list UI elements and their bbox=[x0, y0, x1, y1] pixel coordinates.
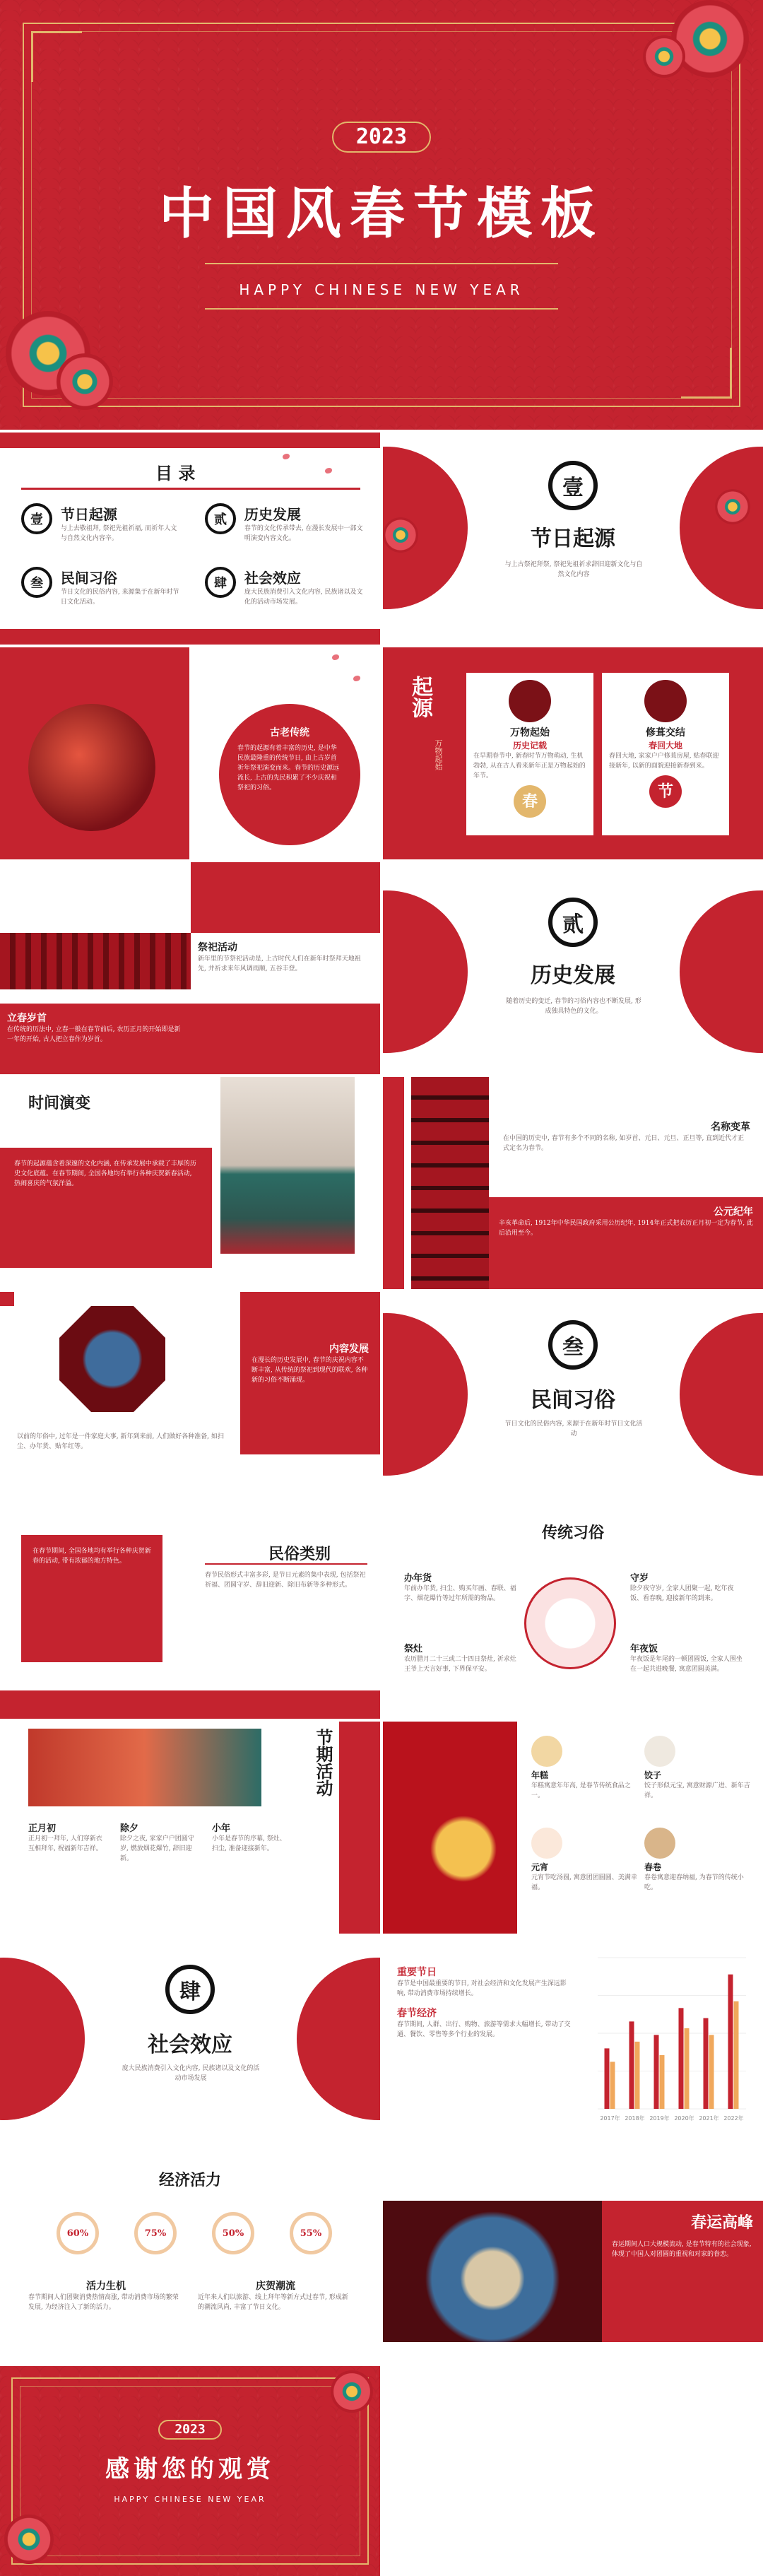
toc-slide bbox=[0, 433, 380, 645]
x-tick-label: 2017年 bbox=[600, 2115, 620, 2122]
seal-icon: 贰 bbox=[205, 503, 236, 534]
toc-desc: 节日文化的民俗内容, 来源集于在新年时节日文化活动。 bbox=[60, 589, 179, 606]
peanut-photo bbox=[383, 2201, 602, 2342]
section-title: 社会效应 bbox=[148, 2033, 232, 2057]
toc-item[interactable] bbox=[21, 567, 184, 607]
origin-section-slide bbox=[383, 433, 763, 645]
x-tick-label: 2021年 bbox=[699, 2115, 719, 2122]
percent-ring: 60% bbox=[57, 2212, 99, 2254]
section-title: 民间习俗 bbox=[531, 1388, 615, 1413]
card-subtitle: 历史记载 bbox=[512, 741, 547, 751]
section-title: 历史发展 bbox=[531, 963, 615, 988]
section-title: 节日起源 bbox=[531, 527, 615, 551]
ending-title: 感谢您的观赏 bbox=[105, 2455, 275, 2483]
food-body: 春卷寓意迎春纳福, 为春节的传统小吃。 bbox=[644, 1874, 744, 1891]
percent-ring: 55% bbox=[290, 2212, 332, 2254]
toc-desc: 与上去敬祖拜, 祭祀先祖祈福, 而祈年人文与自然文化内容辛。 bbox=[60, 525, 177, 542]
food-label: 春卷 bbox=[644, 1862, 662, 1872]
card-body: 近年来人们以旅游、线上拜年等新方式过春节, 形成新的潮流风尚, 丰富了节日文化。 bbox=[198, 2294, 348, 2311]
toc-title: 目 录 bbox=[155, 463, 196, 483]
badge: 春 bbox=[514, 785, 546, 818]
slide-title: 传统习俗 bbox=[541, 1524, 604, 1542]
festival-body: 正月初一拜年, 人们穿新衣互相拜年, 祝福新年吉祥。 bbox=[28, 1835, 102, 1852]
food-label: 年糕 bbox=[531, 1770, 549, 1780]
flower-icon bbox=[57, 353, 113, 410]
card-body: 在中国的历史中, 春节有多个不同的名称, 如岁首、元日、元旦、正旦等, 直到近代才正式定名为春节。 bbox=[503, 1135, 745, 1152]
card-body: 春节是中国最重要的节日, 对社会经济和文化发展产生深远影响, 带动消费市场持续增长。 bbox=[397, 1980, 567, 1997]
fortune-slide bbox=[383, 2151, 763, 2363]
rename-slide bbox=[383, 1077, 763, 1289]
ancient-slide bbox=[0, 647, 380, 859]
card-heading: 立春岁首 bbox=[7, 1013, 47, 1024]
card-heading: 祭祀活动 bbox=[198, 942, 237, 953]
sacrifice-slide bbox=[0, 862, 380, 1074]
toc-item[interactable] bbox=[205, 567, 367, 607]
traditions-slide bbox=[383, 1507, 763, 1719]
toc-item[interactable] bbox=[21, 503, 184, 543]
card-title: 修葺交结 bbox=[646, 727, 685, 739]
card-subtitle: 春回大地 bbox=[648, 741, 682, 751]
x-tick-label: 2018年 bbox=[625, 2115, 645, 2122]
cover-subtitle: HAPPY CHINESE NEW YEAR bbox=[239, 281, 524, 298]
tradition-label: 办年货 bbox=[404, 1573, 432, 1584]
seal-icon: 肆 bbox=[165, 1965, 215, 2014]
flower-icon bbox=[4, 2515, 54, 2564]
toc-label: 节日起源 bbox=[60, 506, 117, 523]
food-label: 元宵 bbox=[531, 1862, 549, 1872]
slide-title: 民俗类别 bbox=[268, 1545, 331, 1563]
badge: 节 bbox=[649, 775, 682, 808]
ending-year: 2023 bbox=[158, 2420, 222, 2440]
vertical-sub: 万物起始 bbox=[434, 739, 443, 770]
tradition-body: 年夜饭是年尾的一顿团圆饭, 全家人围坐在一起共进晚餐, 寓意团圆美满。 bbox=[630, 1656, 743, 1673]
tradition-body: 年前办年货, 扫尘、购买年画、春联、福字、烟花爆竹等过年所需的物品。 bbox=[404, 1585, 516, 1602]
peanut-photo bbox=[59, 1306, 165, 1412]
card-body: 辛亥革命后, 1912年中华民国政府采用公历纪年, 1914年正式把农历正月初一定为春节, 此后沿用至今。 bbox=[499, 1220, 753, 1237]
origin-card[interactable] bbox=[466, 673, 593, 835]
origin-cards-slide bbox=[383, 647, 763, 859]
card-heading: 公元纪年 bbox=[714, 1206, 753, 1218]
economy-chart-slide bbox=[383, 1936, 763, 2148]
section-desc: 庞大民族消费引入文化内容, 民族诸以及文化的活动市场发展 bbox=[122, 2065, 260, 2082]
tradition-label: 守岁 bbox=[630, 1573, 649, 1584]
flower-icon bbox=[643, 35, 685, 78]
card-body: 春节期间人们团聚消费热情高涨, 带动消费市场的繁荣发展, 为经济注入了新的活力。 bbox=[28, 2294, 179, 2311]
ending-slide bbox=[0, 2366, 380, 2576]
corner-ornament bbox=[31, 31, 82, 82]
food-body: 元宵节吃汤圆, 寓意团团圆圆、美满幸福。 bbox=[531, 1874, 637, 1891]
toc-label: 社会效应 bbox=[244, 570, 301, 587]
toc-item[interactable] bbox=[205, 503, 367, 543]
tradition-label: 祭灶 bbox=[404, 1644, 423, 1654]
seal-icon: 壹 bbox=[21, 503, 52, 534]
cover-title: 中国风春节模板 bbox=[158, 182, 604, 246]
section-desc: 与上古祭祀拜祭, 祭祀先祖祈求辞旧迎新文化与自然文化内容 bbox=[504, 561, 643, 578]
card-heading: 庆贺潮流 bbox=[256, 2281, 295, 2292]
festival-photo bbox=[28, 1729, 261, 1806]
card-body: 在春节期间, 全国各地均有举行各种庆贺新春的活动, 带有浓郁的地方特色。 bbox=[32, 1548, 151, 1565]
seal-icon: 叁 bbox=[21, 567, 52, 598]
percent-ring: 75% bbox=[134, 2212, 177, 2254]
card-body: 春节的起源蕴含着深邃的文化内涵, 在传承发展中承载了丰厚的历史文化底蕴。在春节期间, 全国各地均有举行各种庆贺新春活动, 热闹喜庆的气氛洋溢。 bbox=[14, 1160, 196, 1187]
toc-desc: 庞大民族消费引入文化内容, 民族诸以及文化的活动市场发展。 bbox=[244, 589, 363, 606]
temple-photo bbox=[0, 933, 191, 989]
toc-desc: 春节的文化传承带去, 在漫长发展中一部文明演变内容文化。 bbox=[244, 525, 363, 542]
flower-icon bbox=[715, 489, 750, 524]
seal-icon: 肆 bbox=[205, 567, 236, 598]
tradition-body: 除夕夜守岁, 全家人团聚一起, 吃年夜饭、看春晚, 迎接新年的到来。 bbox=[630, 1585, 734, 1602]
palace-photo bbox=[220, 1077, 355, 1254]
card-body: 春节期间, 人群、出行、购物、旅游等需求大幅增长, 带动了交通、餐饮、零售等多个行业的发展。 bbox=[397, 2021, 571, 2038]
food-label: 饺子 bbox=[644, 1770, 662, 1780]
tradition-body: 农历腊月二十三或二十四日祭灶, 祈求灶王爷上天言好事, 下界保平安。 bbox=[404, 1656, 516, 1673]
tradition-label: 年夜饭 bbox=[630, 1644, 658, 1654]
bar bbox=[654, 2035, 659, 2109]
card-body: 以前的年俗中, 过年是一件家庭大事, 新年到来前, 人们做好各种准备, 如扫尘、办年货、贴年红等。 bbox=[17, 1433, 224, 1450]
festival-label: 正月初 bbox=[28, 1823, 57, 1834]
bar bbox=[685, 2028, 690, 2109]
card-title: 万物起始 bbox=[510, 727, 550, 739]
economy-slide bbox=[0, 2151, 380, 2363]
card-heading: 名称变革 bbox=[711, 1122, 750, 1133]
card-heading: 春节经济 bbox=[397, 2008, 437, 2019]
festival-label: 小年 bbox=[212, 1823, 231, 1834]
cover-slide bbox=[0, 0, 763, 430]
economy-bar-chart bbox=[581, 1951, 750, 2127]
percent-ring: 50% bbox=[212, 2212, 254, 2254]
seal-icon: 贰 bbox=[548, 898, 598, 947]
flower-icon bbox=[331, 2370, 373, 2413]
card-heading: 古老传统 bbox=[270, 727, 309, 739]
x-tick-label: 2019年 bbox=[649, 2115, 670, 2122]
divider bbox=[205, 263, 558, 264]
card-body: 春回大地, 家家户户修葺房屋, 贴春联迎接新年, 以新的面貌迎接新春到来。 bbox=[609, 753, 719, 770]
card-heading: 活力生机 bbox=[86, 2281, 126, 2292]
corner-ornament bbox=[681, 348, 732, 399]
section-desc: 随着历史的变迁, 春节的习俗内容也不断发展, 形成独具特色的文化。 bbox=[506, 998, 641, 1015]
section-desc: 节日文化的民俗内容, 来源于在新年时节日文化活动 bbox=[504, 1421, 643, 1437]
bar bbox=[635, 2042, 640, 2109]
toc-label: 历史发展 bbox=[244, 506, 301, 523]
festival-label: 除夕 bbox=[120, 1823, 139, 1834]
card-heading: 春运高峰 bbox=[690, 2213, 753, 2232]
bar bbox=[660, 2055, 665, 2109]
card-body: 春运期间人口大规模流动, 是春节特有的社会现象, 体现了中国人对团圆的重视和对家的眷恋。 bbox=[612, 2241, 752, 2258]
history-section-slide bbox=[383, 862, 763, 1074]
card-heading: 重要节日 bbox=[397, 1967, 437, 1978]
card-body: 春节的起源有着丰富的历史, 是中华民族最隆重的传统节日, 由上古岁首祈年祭祀演变而来。春节的历史源远流长, 上古的先民积累了不少庆祝和祭祀的习俗。 bbox=[237, 745, 340, 792]
card-body: 在早期春节中, 新春时节万物萌动, 生机勃勃, 从在古人看来新年正是万物起始的年节。 bbox=[473, 753, 586, 780]
food-body: 饺子形似元宝, 寓意财源广进、新年吉祥。 bbox=[644, 1782, 750, 1799]
ending-subtitle: HAPPY CHINESE NEW YEAR bbox=[114, 2495, 266, 2504]
bar bbox=[704, 2018, 709, 2109]
bar bbox=[679, 2008, 684, 2109]
festival-slide bbox=[0, 1722, 380, 1934]
seal-icon: 叁 bbox=[548, 1320, 598, 1370]
food-body: 年糕寓意年年高, 是春节传统食品之一。 bbox=[531, 1782, 631, 1799]
red-envelope-photo bbox=[383, 1722, 517, 1934]
folk-section-slide bbox=[383, 1292, 763, 1504]
slide-title: 时间演变 bbox=[28, 1094, 91, 1112]
divider bbox=[205, 308, 558, 310]
cover-year: 2023 bbox=[332, 122, 431, 153]
origin-card[interactable] bbox=[602, 673, 729, 835]
card-body: 在传统的历法中, 立春一般在春节前后, 农历正月的开始即是新一年的开始, 古人把立春作为岁首。 bbox=[7, 1026, 181, 1043]
toc-label: 民间习俗 bbox=[60, 570, 117, 587]
card-body: 春节民俗形式丰富多彩, 是节日元素的集中表现, 包括祭祀祈福、团圆守岁、辞旧迎新、除旧布新等多种形式。 bbox=[205, 1572, 366, 1589]
bar bbox=[709, 2035, 714, 2109]
folk-types-slide bbox=[0, 1507, 380, 1719]
card-heading: 内容发展 bbox=[329, 1343, 369, 1355]
social-section-slide bbox=[0, 1936, 380, 2148]
festival-body: 小年是春节的序幕, 祭灶、扫尘, 准备迎接新年。 bbox=[212, 1835, 286, 1852]
card-body: 新年里的节祭祀活动是, 上古时代人们在新年时祭拜天地祖先, 并祈求来年风调雨顺, 五谷丰登。 bbox=[198, 955, 361, 972]
lantern-photo bbox=[411, 1077, 489, 1289]
x-tick-label: 2022年 bbox=[723, 2115, 744, 2122]
card-body: 在漫长的历史发展中, 春节的庆祝内容不断丰富, 从传统的祭祀到现代的联欢, 各种新的习俗不断涌现。 bbox=[252, 1357, 368, 1384]
slide-title: 经济活力 bbox=[158, 2171, 221, 2189]
bar bbox=[734, 2001, 739, 2109]
bar bbox=[610, 2062, 615, 2109]
bar bbox=[629, 2021, 634, 2109]
bar bbox=[728, 1975, 733, 2109]
timeline-slide bbox=[0, 1077, 380, 1289]
vertical-title: 起源 bbox=[408, 676, 432, 718]
festival-body: 除夕之夜, 家家户户团圆守岁, 燃放烟花爆竹, 辞旧迎新。 bbox=[120, 1835, 194, 1862]
dumpling-icon bbox=[524, 1577, 616, 1669]
content-dev-slide bbox=[0, 1292, 380, 1504]
slide-title: 节期活动 bbox=[313, 1729, 333, 1796]
seal-icon: 壹 bbox=[548, 461, 598, 510]
bar bbox=[605, 2048, 610, 2109]
x-tick-label: 2020年 bbox=[674, 2115, 694, 2122]
foods-slide bbox=[383, 1722, 763, 1934]
lantern-photo bbox=[28, 704, 155, 831]
